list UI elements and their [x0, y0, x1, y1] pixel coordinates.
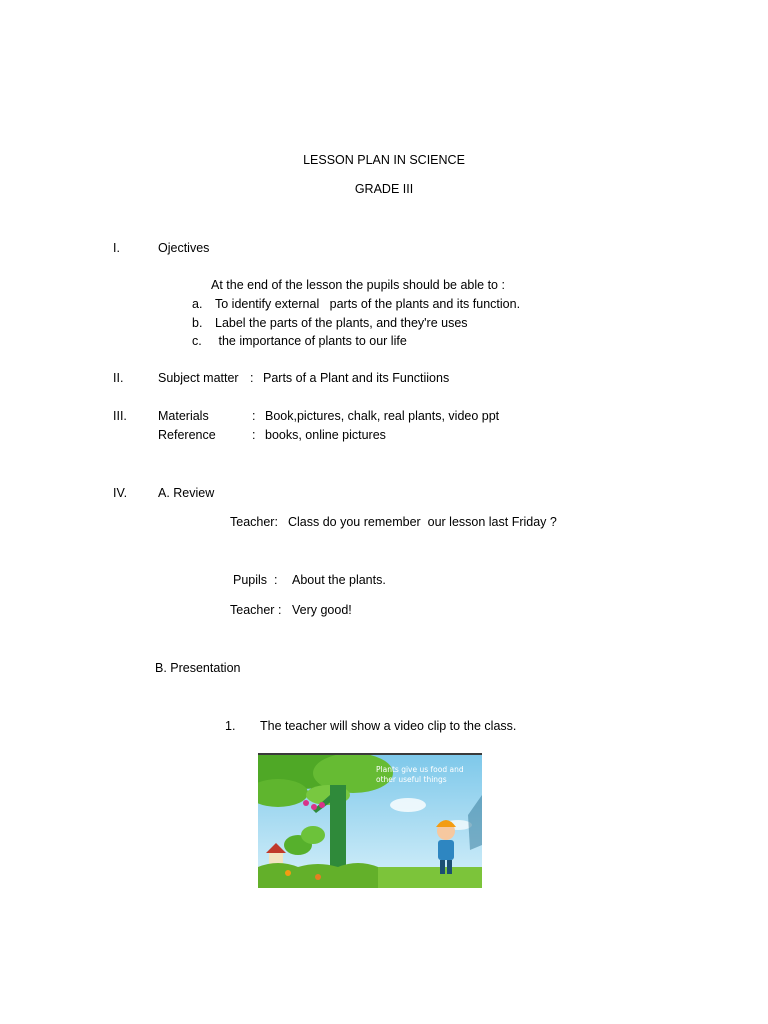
objectives-heading: Ojectives: [158, 241, 210, 255]
section-numeral-procedure: IV.: [113, 486, 128, 500]
step-text: The teacher will show a video clip to the class.: [260, 719, 517, 733]
section-numeral-materials: III.: [113, 409, 127, 423]
presentation-heading: B. Presentation: [155, 661, 241, 675]
objective-letter: a.: [192, 297, 203, 311]
objective-letter: b.: [192, 316, 203, 330]
reference-colon: :: [252, 428, 256, 442]
document-title: LESSON PLAN IN SCIENCE: [303, 153, 465, 167]
dialogue-speaker: Teacher:: [230, 515, 278, 529]
video-clip-image: [258, 753, 482, 890]
materials-label: Materials: [158, 409, 209, 423]
video-caption: Plants give us food and other useful things: [376, 765, 464, 784]
reference-label: Reference: [158, 428, 216, 442]
objective-text: Label the parts of the plants, and they're uses: [215, 316, 468, 330]
reference-value: books, online pictures: [265, 428, 386, 442]
subject-value: Parts of a Plant and its Functiions: [263, 371, 450, 385]
dialogue-speaker: Pupils :: [233, 573, 278, 587]
section-numeral-subject: II.: [113, 371, 124, 385]
objective-text: the importance of plants to our life: [215, 334, 407, 348]
objective-text: To identify external parts of the plants and its function.: [215, 297, 521, 311]
objective-letter: c.: [192, 334, 202, 348]
step-number: 1.: [225, 719, 236, 733]
section-numeral-objectives: I.: [113, 241, 120, 255]
subject-colon: :: [250, 371, 254, 385]
review-heading: A. Review: [158, 486, 215, 500]
subject-label: Subject matter: [158, 371, 239, 385]
dialogue-line: Class do you remember our lesson last Friday ?: [288, 515, 557, 529]
dialogue-line: About the plants.: [292, 573, 386, 587]
document-grade: GRADE III: [354, 182, 414, 196]
materials-value: Book,pictures, chalk, real plants, video ppt: [265, 409, 500, 423]
dialogue-speaker: Teacher :: [230, 603, 282, 617]
objectives-intro: At the end of the lesson the pupils should be able to :: [211, 278, 505, 292]
materials-colon: :: [252, 409, 256, 423]
dialogue-line: Very good!: [292, 603, 352, 617]
